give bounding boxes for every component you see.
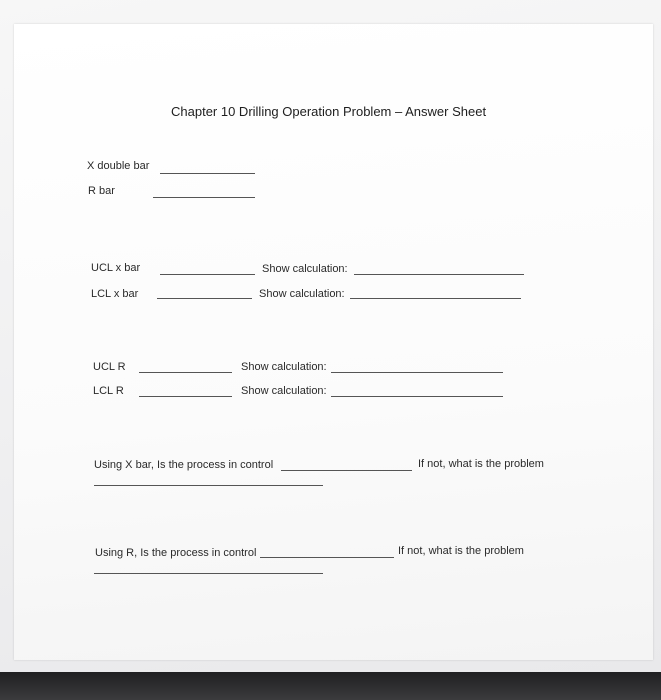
r-bar-answer-line[interactable] [153,197,255,198]
lcl-x-bar-calc-line[interactable] [350,298,521,299]
ucl-r-show-calc-label: Show calculation: [241,361,327,373]
x-double-bar-label: X double bar [87,160,150,172]
lcl-r-answer-line[interactable] [139,396,232,397]
lcl-r-show-calc-label: Show calculation: [241,385,327,397]
ucl-x-bar-label: UCL x bar [91,262,141,274]
r-control-question: Using R, Is the process in control [95,547,257,559]
lcl-x-bar-answer-line[interactable] [157,298,252,299]
lcl-r-label: LCL R [93,385,124,397]
ucl-r-calc-line[interactable] [331,372,503,373]
r-control-answer-line[interactable] [260,557,394,558]
ucl-r-answer-line[interactable] [139,372,232,373]
xbar-control-answer-line[interactable] [281,470,412,471]
lcl-r-calc-line[interactable] [331,396,503,397]
answer-sheet-page [14,24,653,660]
r-bar-label: R bar [88,185,115,197]
ucl-r-label: UCL R [93,361,126,373]
ucl-x-bar-calc-line[interactable] [354,274,524,275]
r-if-not-question: If not, what is the problem [398,545,524,557]
lcl-x-bar-show-calc-label: Show calculation: [259,288,345,300]
xbar-if-not-question: If not, what is the problem [418,458,544,470]
x-double-bar-answer-line[interactable] [160,173,255,174]
r-problem-answer-line[interactable] [94,573,323,574]
monitor-bezel [0,672,661,700]
xbar-problem-answer-line[interactable] [94,485,323,486]
ucl-x-bar-show-calc-label: Show calculation: [262,263,348,275]
ucl-x-bar-answer-line[interactable] [160,274,255,275]
xbar-control-question: Using X bar, Is the process in control [94,459,274,471]
lcl-x-bar-label: LCL x bar [91,288,139,300]
sheet-title: Chapter 10 Drilling Operation Problem – Answer Sheet [171,104,487,119]
